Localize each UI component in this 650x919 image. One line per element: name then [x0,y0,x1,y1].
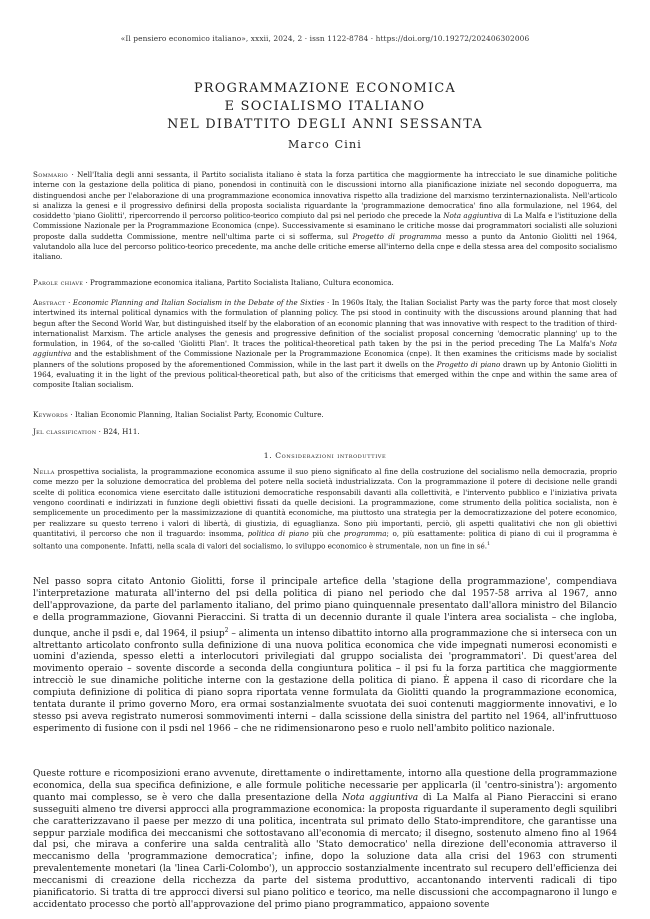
body-text: – alimenta un intenso dibattito intorno alla programmazione che si interseca con un altrettanto articolato confronto sulla definizione di una nuova politica economica che vide impegnati numerosi economisti e uomini d'azienda, spesso eletti a interlocutori privilegiati dal gruppo socialista dei 'programmatori'. Di quest'area del movimento operaio – sovente discorde a seconda della congiuntura politica – il psi fu la forza partitica che maggiormente intrecciò le sue dinamiche politiche interne con la gestazione della politica di piano. È appena il caso di ricordare che la compiuta definizione di politica di piano sopra riportata venne formulata da Giolitti quando la programmazione economica, tentata durante il primo governo Moro, era ormai sostanzialmente svuotata dei suoi contenuti maggiormente innovativi, e lo stesso psi aveva registrato numerosi sommovimenti interni – dalla scissione della sinistra del partito nel 1964, all'infruttuoso esperimento di fusione con il psdi nel 1966 – che ne ridimensionarono peso e ruolo nell'ambito politico nazionale. [33,628,617,734]
parole-chiave-text: Programmazione economica italiana, Partito Socialista Italiano, Cultura economica. [90,278,394,287]
abstract-text: and the establishment of the Commissione Nazionale per la Programmazione Economica (cnpe). It then examines the criticisms made by socialist planners of the solutions proposed by the aforementioned Commission, while in the last part it dwells on the [33,349,617,369]
sommario-text: di La Malfa e l'istituzione della Commissione Nazionale per la Programmazione Economica (cnpe). Successivamente si esaminano le critiche mosse dai programmatori socialisti alle soluzioni proposte dalla suddetta Commissione, mentre nell'ultima parte ci si sofferma, sul [33,211,617,241]
keywords-text: Italian Economic Planning, Italian Socialist Party, Economic Culture. [74,410,324,419]
body-paragraph [33,769,617,912]
body-text: di La Malfa al Piano Pieraccini si erano susseguiti almeno tre diversi approcci alla programmazione economica: la proposta riguardante il superamento degli squilibri che caratterizzavano il paese per mezzo di una politica, incentrata sul primato dello Stato-imprenditore, che garantisse una seppur parziale modifica dei meccanismi che sottostavano all'economia di mercato; il disegno, sostenuto almeno fino al 1964 dal psi, che mirava a conferire una salda centralità allo 'Stato democratico' nella direzione dell'economia attraverso il meccanismo della 'programmazione democratica'; infine, dopo la soluzione data alla crisi del 1963 con strumenti prevalentemente monetari (la 'linea Carli-Colombo'), un approccio sostanzialmente incentrato sul recupero dell'efficienza dei meccanismi di creazione della ricchezza da parte del sistema produttivo, accantonando interventi radicali di tipo pianificatorio. Si tratta di tre approcci diversi sul piano politico e teorico, ma nelle discussioni che accompagnarono il lungo e accidentato processo che portò all'approvazione del primo piano programmatico, appaiono sovente [33,792,618,910]
intro-text: prospettiva socialista, la programmazione economica assume il suo pieno significato al fine della costruzione del socialismo nella democrazia, proprio come mezzo per la soluzione democratica del problema del potere nella società industrializzata. Con la programmazione il potere di decisione nelle grandi scelte di politica economica viene esercitato dalle istituzioni democratiche responsabili davanti alla collettività, e l'intervento pubblico e l'iniziativa privata vengono coordinati e indirizzati in funzione degli obiettivi fissati da quelle decisioni. La programmazione, come strumento della politica socialista, non è semplicemente un procedimento per la massimizzazione di quantità economiche, ma piuttosto una strategia per la democratizzazione del potere economico, per realizzare su questo terreno i valori di libertà, di giustizia, di eguaglianza. Sono più importanti, perciò, gli aspetti qualitativi che non gli obiettivi quantitativi, il percorso che non il traguardo: insomma, [33,467,617,539]
intro-paragraph [33,467,617,552]
sommario-text: Nell'Italia degli anni sessanta, il Partito socialista italiano è stata la forza partitica che maggiormente ha intrecciato le sue dinamiche politiche interne con la gestazione della politica di piano, ponendosi in continuità con le discussioni intorno alla pianificazione iniziate nel secondo dopoguerra, ma distinguendosi anche per l'elaborazione di una programmazione economica innovativa rispetto alla tradizione del marxismo terzinternazionalista. Nell'articolo si analizza la genesi e il progressivo definirsi della proposta socialista riguardante la 'programmazione democratica' fino alla formulazione, nel 1964, del cosiddetto 'piano Giolitti', ripercorrendo il percorso politico-teorico compiuto dal psi nel periodo che precede la [33,170,617,221]
jel-block: Jel classification · B24, H11. [33,427,140,436]
sommario-label: Sommario [33,170,69,179]
keywords-label: Keywords [33,410,69,419]
intro-lead: Nella [33,467,55,476]
sommario-italic: Nota aggiuntiva [443,211,502,221]
body-text: Queste rotture e ricomposizioni erano avvenute, direttamente o indirettamente, intorno alla questione della programmazione economica, della sua specifica definizione, e alle formule politiche necessarie per applicarla (il 'centro-sinistra'): argomento quanto mai complesso, se è vero che dalla presentazione della [33,769,617,803]
intro-text: più che [312,529,341,539]
parole-chiave-label: Parole chiave [33,278,84,287]
sommario-italic: Progetto di programma [352,231,442,241]
sommario-block: Sommario · Nell'Italia degli anni sessanta, il Partito socialista italiano è stata la forza partitica che maggiormente ha intrecciato le sue dinamiche politiche interne con la gestazione della politica di piano, ponendosi in continuità con le discussioni intorno alla pianificazione iniziate nel secondo dopoguerra, ma distinguendosi anche per l'elaborazione di una programmazione economica innovativa rispetto alla tradizione del marxismo terzinternazionalista. Nell'articolo si analizza la genesi e il progressivo definirsi della proposta socialista riguardante la 'programmazione democratica' fino alla formulazione, nel 1964, del cosiddetto 'piano Giolitti', ripercorrendo il percorso politico-teorico compiuto dal psi nel periodo che precede la Nota aggiuntiva di La Malfa e l'istituzione della Commissione Nazionale per la Programmazione Economica (cnpe). Successivamente si esaminano le critiche mosse dai programmatori socialisti alle soluzioni proposte dalla suddetta Commissione, mentre nell'ultima parte ci si sofferma, sul Progetto di programma messo a punto da Antonio Giolitti nel 1964, valutandolo alla luce del percorso politico-teorico precedente, ma anche delle critiche emerse all'interno della cnpe e della stessa area del composito socialismo italiano. [33,170,617,262]
abstract-text: drawn up by Antonio Giolitti in 1964, evaluating it in the light of the previous political-theoretical path, but also of the criticisms that emerged within the cnpe and within the same area of composite Italian socialism. [33,359,617,390]
abstract-italic: Nota aggiuntiva [33,339,617,359]
abstract-block: Abstract · Economic Planning and Italian Socialism in the Debate of the Sixties · In 1960s Italy, the Italian Socialist Party was the party force that most closely intertwined its internal political dynamics with the formulation of planning policy. The psi stood in continuity with the discussions around planning that had begun after the Second World War, but distinguished itself by the elaboration of an economic planning that was innovative with respect to the tradition of third-internationalist Marxism. The article analyses the genesis and progressive definition of the socialist proposal concerning 'democratic planning' up to the formulation, in 1964, of the so-called 'Giolitti Plan'. It traces the political-theoretical path taken by the psi in the period preceding The La Malfa's Nota aggiuntiva and the establishment of the Commissione Nazionale per la Programmazione Economica (cnpe). It then examines the criticisms made by socialist planners of the solutions proposed by the aforementioned Commission, while in the last part it dwells on the Progetto di piano drawn up by Antonio Giolitti in 1964, evaluating it in the light of the previous political-theoretical path, but also of the criticisms that emerged within the cnpe and within the same area of composite Italian socialism. [33,298,618,390]
footnote-marker[interactable]: 2 [224,626,229,634]
sommario-text: messo a punto da Antonio Giolitti nel 1964, valutandolo alla luce del percorso politico-teorico precedente, ma anche delle critiche emerse all'interno della cnpe e della stessa area del composito socialismo italiano. [33,231,617,262]
body-italic: Nota aggiuntiva [342,792,419,803]
title-line: PROGRAMMAZIONE ECONOMICA [193,81,457,96]
body-paragraph [33,577,617,736]
abstract-italic: Progetto di piano [436,359,501,369]
section-heading: 1. Considerazioni introduttive [263,451,387,460]
keywords-block: Keywords · Italian Economic Planning, Italian Socialist Party, Economic Culture. [33,410,324,419]
jel-text: B24, H11. [103,427,140,436]
abstract-title: Economic Planning and Italian Socialism in the Debate of the Sixties [72,298,325,307]
intro-italic: politica di piano [247,529,309,539]
title-line: NEL DIBATTITO DEGLI ANNI SESSANTA [167,117,483,132]
abstract-label: Abstract [33,298,66,307]
author-name: Marco Cini [288,138,362,151]
footnote-marker[interactable]: 1 [486,541,491,548]
abstract-text: In 1960s Italy, the Italian Socialist Party was the party force that most closely intertwined its internal political dynamics with the formulation of planning policy. The psi stood in continuity with the discussions around planning that had begun after the Second World War, but distinguished itself by the elaboration of an economic planning that was innovative with respect to the tradition of third-internationalist Marxism. The article analyses the genesis and progressive definition of the socialist proposal concerning 'democratic planning' up to the formulation, in 1964, of the so-called 'Giolitti Plan'. It traces the political-theoretical path taken by the psi in the period preceding The La Malfa's [33,298,618,349]
article-title [0,80,650,134]
body-text: Nel passo sopra citato Antonio Giolitti, forse il principale artefice della 'stagione della programmazione', compendiava l'interpretazione maturata all'interno del psi della politica di piano nel periodo che dal 1957-58 arriva al 1967, anno dell'approvazione, da parte del parlamento italiano, del primo piano quinquennale presentato dall'allora ministro del Bilancio e della programmazione, Giovanni Pieraccini. Si tratta di un decennio durante il quale l'intera area socialista – che ingloba, dunque, anche il psdi e, dal 1964, il psiup [33,577,617,639]
journal-header: «Il pensiero economico italiano», xxxii, 2024, 2 · issn 1122-8784 · https://doi.org/10.19272/202406302006 [120,34,530,43]
jel-label: Jel classification [33,427,97,436]
parole-chiave-block: Parole chiave · Programmazione economica italiana, Partito Socialista Italiano, Cultura economica. [33,278,394,287]
title-line: E SOCIALISMO ITALIANO [224,99,426,114]
intro-italic: programma [343,529,387,539]
intro-text: ; o, più esattamente: politica di piano di cui il programma è soltanto una componente. Infatti, nella scala di valori del socialismo, lo sviluppo economico è strumentale, non un fine in sé. [33,529,617,551]
